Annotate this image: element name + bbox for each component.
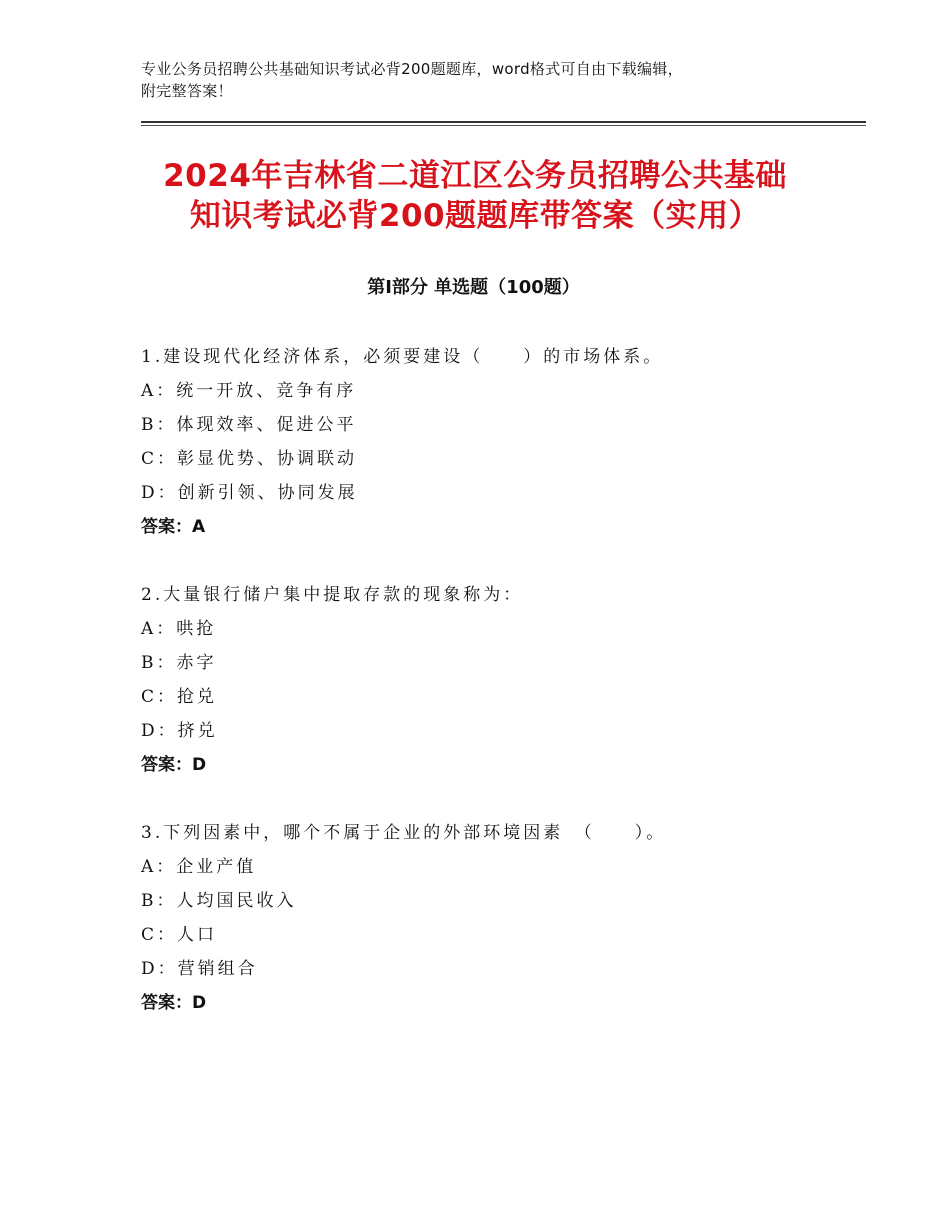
document-title <box>120 156 830 236</box>
question-list <box>141 340 841 1054</box>
header-note <box>141 58 821 102</box>
question-3 <box>141 816 841 1020</box>
header-divider-thin <box>141 125 866 126</box>
document-title-line-1: 2024年吉林省二道江区公务员招聘公共基础 <box>163 158 787 194</box>
option-b: B：赤字 <box>141 653 217 673</box>
question-1 <box>141 340 841 544</box>
header-note-line-2: 附完整答案！ <box>141 82 233 100</box>
option-b: B：体现效率、促进公平 <box>141 415 357 435</box>
header-note-line-1: 专业公务员招聘公共基础知识考试必背200题题库，word格式可自由下载编辑， <box>141 60 683 78</box>
option-a: A：企业产值 <box>141 857 257 877</box>
answer: 答案：D <box>141 755 207 775</box>
option-c: C：人口 <box>141 925 218 945</box>
question-stem: 3.下列因素中，哪个不属于企业的外部环境因素 （ ）。 <box>141 823 667 843</box>
option-d: D：营销组合 <box>141 959 258 979</box>
option-d: D：创新引领、协同发展 <box>141 483 358 503</box>
header-divider-thick <box>141 121 866 123</box>
option-b: B：人均国民收入 <box>141 891 297 911</box>
question-stem: 2.大量银行储户集中提取存款的现象称为： <box>141 585 524 605</box>
option-a: A：统一开放、竞争有序 <box>141 381 357 401</box>
option-c: C：彰显优势、协调联动 <box>141 449 358 469</box>
question-stem: 1.建设现代化经济体系，必须要建设（ ）的市场体系。 <box>141 347 664 367</box>
section-title: 第Ⅰ部分 单选题（100题） <box>367 277 580 298</box>
option-d: D：挤兑 <box>141 721 218 741</box>
question-2 <box>141 578 841 782</box>
option-a: A：哄抢 <box>141 619 217 639</box>
answer: 答案：A <box>141 517 206 537</box>
option-c: C：抢兑 <box>141 687 218 707</box>
answer: 答案：D <box>141 993 207 1013</box>
document-title-line-2: 知识考试必背200题题库带答案（实用） <box>189 198 761 234</box>
